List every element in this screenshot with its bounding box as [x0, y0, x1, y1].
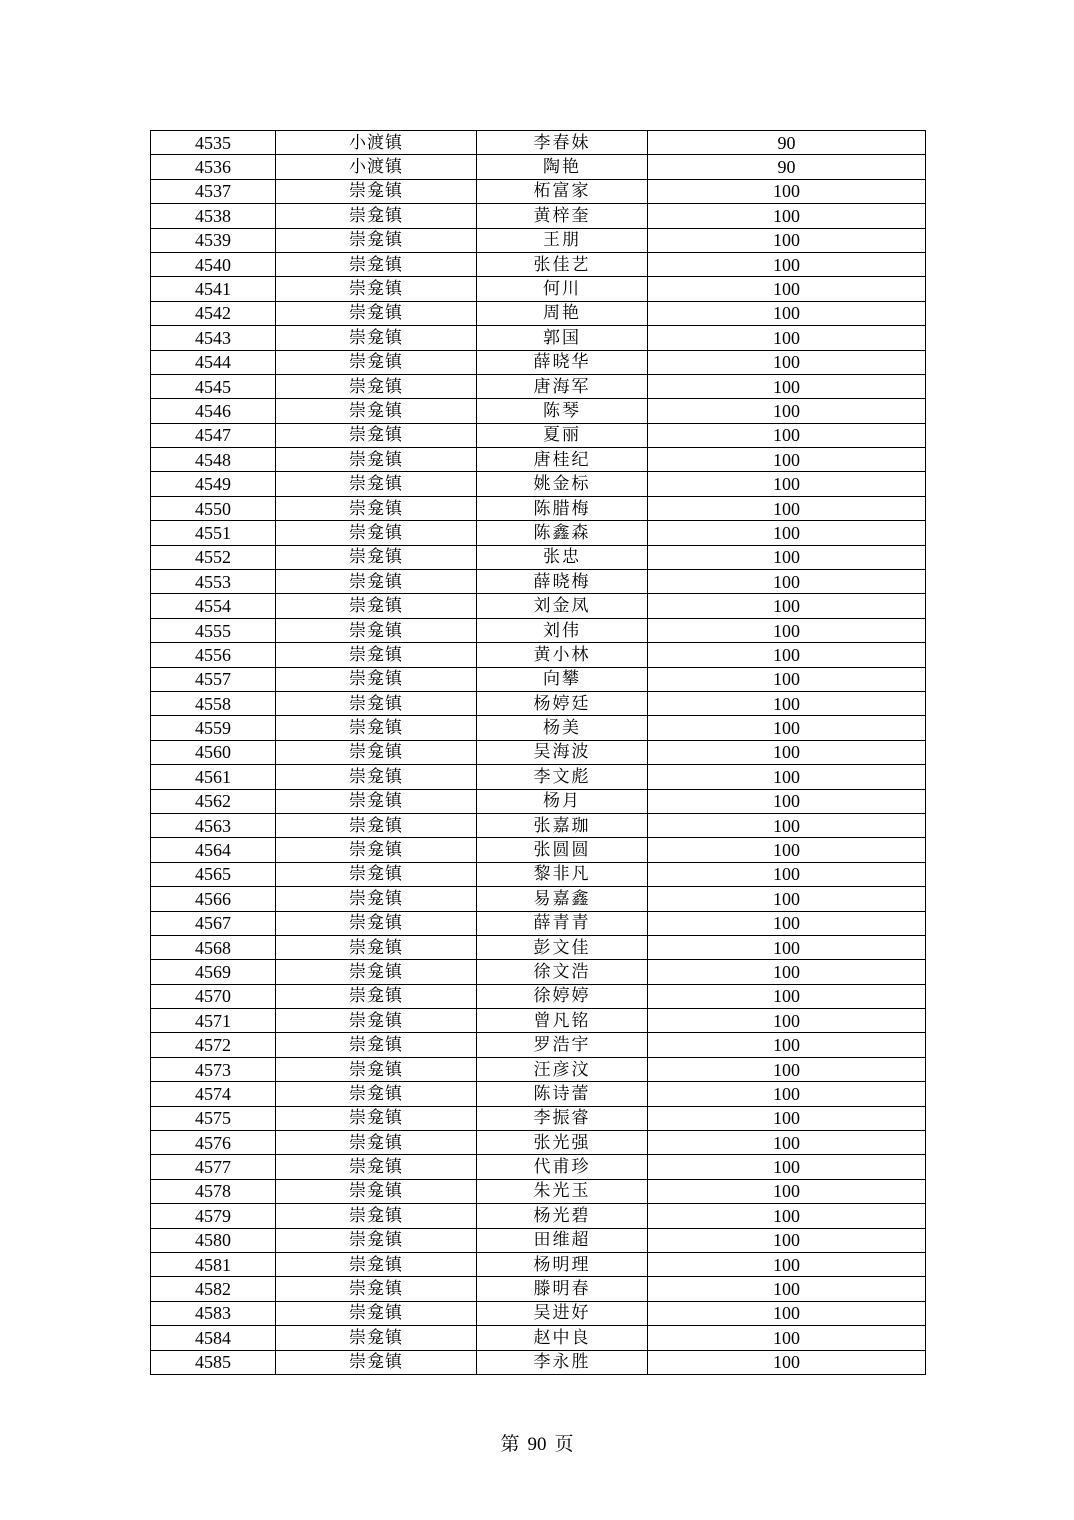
name-cell: 汪彦汶	[477, 1057, 648, 1081]
score-cell: 100	[648, 911, 926, 935]
table-row	[151, 545, 926, 569]
town-cell: 崇龛镇	[276, 667, 477, 691]
town-cell: 崇龛镇	[276, 935, 477, 959]
page-footer-suffix: 页	[554, 1434, 574, 1455]
score-cell: 100	[648, 1326, 926, 1350]
table-row	[151, 1204, 926, 1228]
score-cell: 100	[648, 496, 926, 520]
table-row	[151, 1082, 926, 1106]
name-cell: 吴进好	[477, 1301, 648, 1325]
score-cell: 90	[648, 131, 926, 155]
name-cell: 赵中良	[477, 1326, 648, 1350]
name-cell: 李振睿	[477, 1106, 648, 1130]
name-cell: 张嘉珈	[477, 813, 648, 837]
row-number-cell: 4573	[151, 1057, 276, 1081]
town-cell: 崇龛镇	[276, 521, 477, 545]
table-row	[151, 1301, 926, 1325]
table-row	[151, 691, 926, 715]
row-number-cell: 4564	[151, 838, 276, 862]
row-number-cell: 4577	[151, 1155, 276, 1179]
table-row	[151, 935, 926, 959]
table-row	[151, 1131, 926, 1155]
table-row	[151, 448, 926, 472]
name-cell: 刘伟	[477, 618, 648, 642]
name-cell: 唐海军	[477, 374, 648, 398]
row-number-cell: 4543	[151, 326, 276, 350]
table-row	[151, 1179, 926, 1203]
town-cell: 崇龛镇	[276, 1179, 477, 1203]
town-cell: 崇龛镇	[276, 277, 477, 301]
score-cell: 100	[648, 545, 926, 569]
row-number-cell: 4581	[151, 1252, 276, 1276]
row-number-cell: 4555	[151, 618, 276, 642]
table-row	[151, 374, 926, 398]
score-cell: 100	[648, 1252, 926, 1276]
score-cell: 100	[648, 1106, 926, 1130]
score-cell: 100	[648, 204, 926, 228]
score-cell: 100	[648, 765, 926, 789]
town-cell: 崇龛镇	[276, 1131, 477, 1155]
score-cell: 100	[648, 570, 926, 594]
row-number-cell: 4566	[151, 887, 276, 911]
row-number-cell: 4572	[151, 1033, 276, 1057]
name-cell: 杨明理	[477, 1252, 648, 1276]
table-row	[151, 862, 926, 886]
name-cell: 姚金标	[477, 472, 648, 496]
table-row	[151, 911, 926, 935]
row-number-cell: 4548	[151, 448, 276, 472]
name-cell: 代甫珍	[477, 1155, 648, 1179]
score-cell: 100	[648, 716, 926, 740]
name-cell: 田维超	[477, 1228, 648, 1252]
table-row	[151, 1155, 926, 1179]
table-row	[151, 594, 926, 618]
town-cell: 崇龛镇	[276, 448, 477, 472]
score-cell: 100	[648, 935, 926, 959]
table-row	[151, 326, 926, 350]
score-cell: 100	[648, 1155, 926, 1179]
score-cell: 100	[648, 326, 926, 350]
roster-table-body	[151, 131, 926, 1375]
score-cell: 100	[648, 789, 926, 813]
row-number-cell: 4539	[151, 228, 276, 252]
row-number-cell: 4551	[151, 521, 276, 545]
table-row	[151, 1228, 926, 1252]
score-cell: 100	[648, 301, 926, 325]
table-row	[151, 204, 926, 228]
table-row	[151, 1009, 926, 1033]
table-row	[151, 643, 926, 667]
row-number-cell: 4574	[151, 1082, 276, 1106]
table-row	[151, 277, 926, 301]
page-footer	[0, 1429, 1074, 1456]
name-cell: 李永胜	[477, 1350, 648, 1374]
score-cell: 100	[648, 1179, 926, 1203]
score-cell: 100	[648, 1204, 926, 1228]
town-cell: 崇龛镇	[276, 1350, 477, 1374]
score-cell: 100	[648, 1082, 926, 1106]
town-cell: 崇龛镇	[276, 1204, 477, 1228]
row-number-cell: 4557	[151, 667, 276, 691]
table-row	[151, 618, 926, 642]
table-row	[151, 1252, 926, 1276]
score-cell: 100	[648, 277, 926, 301]
town-cell: 崇龛镇	[276, 1277, 477, 1301]
roster-table	[150, 130, 926, 1375]
town-cell: 崇龛镇	[276, 1009, 477, 1033]
town-cell: 小渡镇	[276, 155, 477, 179]
town-cell: 崇龛镇	[276, 374, 477, 398]
score-cell: 100	[648, 1131, 926, 1155]
name-cell: 陈鑫森	[477, 521, 648, 545]
row-number-cell: 4552	[151, 545, 276, 569]
name-cell: 黄小林	[477, 643, 648, 667]
row-number-cell: 4583	[151, 1301, 276, 1325]
town-cell: 崇龛镇	[276, 618, 477, 642]
row-number-cell: 4567	[151, 911, 276, 935]
score-cell: 100	[648, 228, 926, 252]
row-number-cell: 4542	[151, 301, 276, 325]
table-row	[151, 521, 926, 545]
score-cell: 100	[648, 1301, 926, 1325]
score-cell: 100	[648, 423, 926, 447]
row-number-cell: 4541	[151, 277, 276, 301]
row-number-cell: 4560	[151, 740, 276, 764]
row-number-cell: 4547	[151, 423, 276, 447]
row-number-cell: 4580	[151, 1228, 276, 1252]
score-cell: 100	[648, 179, 926, 203]
table-row	[151, 228, 926, 252]
table-row	[151, 789, 926, 813]
town-cell: 崇龛镇	[276, 399, 477, 423]
name-cell: 张光强	[477, 1131, 648, 1155]
name-cell: 黎非凡	[477, 862, 648, 886]
score-cell: 100	[648, 1228, 926, 1252]
name-cell: 徐婷婷	[477, 984, 648, 1008]
name-cell: 薛青青	[477, 911, 648, 935]
name-cell: 李春妹	[477, 131, 648, 155]
score-cell: 100	[648, 887, 926, 911]
name-cell: 陈腊梅	[477, 496, 648, 520]
name-cell: 周艳	[477, 301, 648, 325]
name-cell: 陈琴	[477, 399, 648, 423]
town-cell: 崇龛镇	[276, 1301, 477, 1325]
row-number-cell: 4544	[151, 350, 276, 374]
town-cell: 崇龛镇	[276, 570, 477, 594]
score-cell: 100	[648, 862, 926, 886]
table-row	[151, 1350, 926, 1374]
town-cell: 崇龛镇	[276, 545, 477, 569]
name-cell: 张圆圆	[477, 838, 648, 862]
town-cell: 崇龛镇	[276, 1228, 477, 1252]
town-cell: 崇龛镇	[276, 472, 477, 496]
score-cell: 100	[648, 618, 926, 642]
town-cell: 崇龛镇	[276, 350, 477, 374]
page-footer-prefix: 第	[500, 1434, 520, 1455]
table-row	[151, 960, 926, 984]
name-cell: 陶艳	[477, 155, 648, 179]
row-number-cell: 4537	[151, 179, 276, 203]
table-row	[151, 667, 926, 691]
table-row	[151, 1277, 926, 1301]
row-number-cell: 4565	[151, 862, 276, 886]
score-cell: 100	[648, 838, 926, 862]
score-cell: 100	[648, 691, 926, 715]
row-number-cell: 4535	[151, 131, 276, 155]
score-cell: 90	[648, 155, 926, 179]
score-cell: 100	[648, 643, 926, 667]
town-cell: 小渡镇	[276, 131, 477, 155]
row-number-cell: 4571	[151, 1009, 276, 1033]
name-cell: 罗浩宇	[477, 1033, 648, 1057]
table-row	[151, 155, 926, 179]
name-cell: 滕明春	[477, 1277, 648, 1301]
name-cell: 薛晓华	[477, 350, 648, 374]
score-cell: 100	[648, 984, 926, 1008]
row-number-cell: 4546	[151, 399, 276, 423]
score-cell: 100	[648, 472, 926, 496]
row-number-cell: 4585	[151, 1350, 276, 1374]
town-cell: 崇龛镇	[276, 911, 477, 935]
table-row	[151, 887, 926, 911]
town-cell: 崇龛镇	[276, 228, 477, 252]
town-cell: 崇龛镇	[276, 862, 477, 886]
table-row	[151, 716, 926, 740]
row-number-cell: 4554	[151, 594, 276, 618]
town-cell: 崇龛镇	[276, 887, 477, 911]
town-cell: 崇龛镇	[276, 252, 477, 276]
name-cell: 黄梓奎	[477, 204, 648, 228]
name-cell: 何川	[477, 277, 648, 301]
table-row	[151, 179, 926, 203]
row-number-cell: 4561	[151, 765, 276, 789]
score-cell: 100	[648, 350, 926, 374]
table-row	[151, 1033, 926, 1057]
name-cell: 张忠	[477, 545, 648, 569]
town-cell: 崇龛镇	[276, 643, 477, 667]
row-number-cell: 4553	[151, 570, 276, 594]
page-number: 90	[527, 1434, 547, 1455]
table-row	[151, 301, 926, 325]
town-cell: 崇龛镇	[276, 301, 477, 325]
table-row	[151, 1106, 926, 1130]
name-cell: 易嘉鑫	[477, 887, 648, 911]
score-cell: 100	[648, 1057, 926, 1081]
score-cell: 100	[648, 594, 926, 618]
town-cell: 崇龛镇	[276, 1252, 477, 1276]
row-number-cell: 4582	[151, 1277, 276, 1301]
town-cell: 崇龛镇	[276, 765, 477, 789]
table-row	[151, 252, 926, 276]
name-cell: 王朋	[477, 228, 648, 252]
name-cell: 彭文佳	[477, 935, 648, 959]
row-number-cell: 4558	[151, 691, 276, 715]
town-cell: 崇龛镇	[276, 740, 477, 764]
name-cell: 柘富家	[477, 179, 648, 203]
town-cell: 崇龛镇	[276, 594, 477, 618]
town-cell: 崇龛镇	[276, 960, 477, 984]
town-cell: 崇龛镇	[276, 1326, 477, 1350]
name-cell: 朱光玉	[477, 1179, 648, 1203]
score-cell: 100	[648, 252, 926, 276]
name-cell: 郭国	[477, 326, 648, 350]
name-cell: 杨光碧	[477, 1204, 648, 1228]
table-row	[151, 1326, 926, 1350]
table-row	[151, 472, 926, 496]
town-cell: 崇龛镇	[276, 838, 477, 862]
town-cell: 崇龛镇	[276, 1106, 477, 1130]
table-row	[151, 1057, 926, 1081]
table-row	[151, 984, 926, 1008]
score-cell: 100	[648, 960, 926, 984]
table-row	[151, 423, 926, 447]
row-number-cell: 4569	[151, 960, 276, 984]
score-cell: 100	[648, 374, 926, 398]
score-cell: 100	[648, 1277, 926, 1301]
row-number-cell: 4549	[151, 472, 276, 496]
table-row	[151, 399, 926, 423]
town-cell: 崇龛镇	[276, 1057, 477, 1081]
name-cell: 曾凡铭	[477, 1009, 648, 1033]
town-cell: 崇龛镇	[276, 789, 477, 813]
row-number-cell: 4559	[151, 716, 276, 740]
row-number-cell: 4570	[151, 984, 276, 1008]
town-cell: 崇龛镇	[276, 813, 477, 837]
row-number-cell: 4568	[151, 935, 276, 959]
name-cell: 杨美	[477, 716, 648, 740]
score-cell: 100	[648, 521, 926, 545]
row-number-cell: 4579	[151, 1204, 276, 1228]
town-cell: 崇龛镇	[276, 326, 477, 350]
score-cell: 100	[648, 399, 926, 423]
name-cell: 刘金凤	[477, 594, 648, 618]
score-cell: 100	[648, 1009, 926, 1033]
row-number-cell: 4536	[151, 155, 276, 179]
name-cell: 张佳艺	[477, 252, 648, 276]
row-number-cell: 4550	[151, 496, 276, 520]
name-cell: 薛晓梅	[477, 570, 648, 594]
table-row	[151, 740, 926, 764]
town-cell: 崇龛镇	[276, 1082, 477, 1106]
score-cell: 100	[648, 1033, 926, 1057]
row-number-cell: 4556	[151, 643, 276, 667]
row-number-cell: 4563	[151, 813, 276, 837]
row-number-cell: 4545	[151, 374, 276, 398]
table-row	[151, 131, 926, 155]
town-cell: 崇龛镇	[276, 716, 477, 740]
score-cell: 100	[648, 1350, 926, 1374]
town-cell: 崇龛镇	[276, 204, 477, 228]
row-number-cell: 4540	[151, 252, 276, 276]
score-cell: 100	[648, 667, 926, 691]
table-row	[151, 813, 926, 837]
name-cell: 徐文浩	[477, 960, 648, 984]
row-number-cell: 4584	[151, 1326, 276, 1350]
row-number-cell: 4538	[151, 204, 276, 228]
name-cell: 吴海波	[477, 740, 648, 764]
table-row	[151, 570, 926, 594]
town-cell: 崇龛镇	[276, 423, 477, 447]
score-cell: 100	[648, 813, 926, 837]
score-cell: 100	[648, 448, 926, 472]
table-row	[151, 496, 926, 520]
name-cell: 向攀	[477, 667, 648, 691]
table-row	[151, 350, 926, 374]
name-cell: 陈诗蕾	[477, 1082, 648, 1106]
table-row	[151, 765, 926, 789]
town-cell: 崇龛镇	[276, 691, 477, 715]
row-number-cell: 4575	[151, 1106, 276, 1130]
row-number-cell: 4576	[151, 1131, 276, 1155]
town-cell: 崇龛镇	[276, 1155, 477, 1179]
town-cell: 崇龛镇	[276, 179, 477, 203]
name-cell: 唐桂纪	[477, 448, 648, 472]
town-cell: 崇龛镇	[276, 984, 477, 1008]
table-row	[151, 838, 926, 862]
town-cell: 崇龛镇	[276, 1033, 477, 1057]
name-cell: 李文彪	[477, 765, 648, 789]
row-number-cell: 4578	[151, 1179, 276, 1203]
row-number-cell: 4562	[151, 789, 276, 813]
name-cell: 杨月	[477, 789, 648, 813]
score-cell: 100	[648, 740, 926, 764]
name-cell: 夏丽	[477, 423, 648, 447]
town-cell: 崇龛镇	[276, 496, 477, 520]
name-cell: 杨婷廷	[477, 691, 648, 715]
